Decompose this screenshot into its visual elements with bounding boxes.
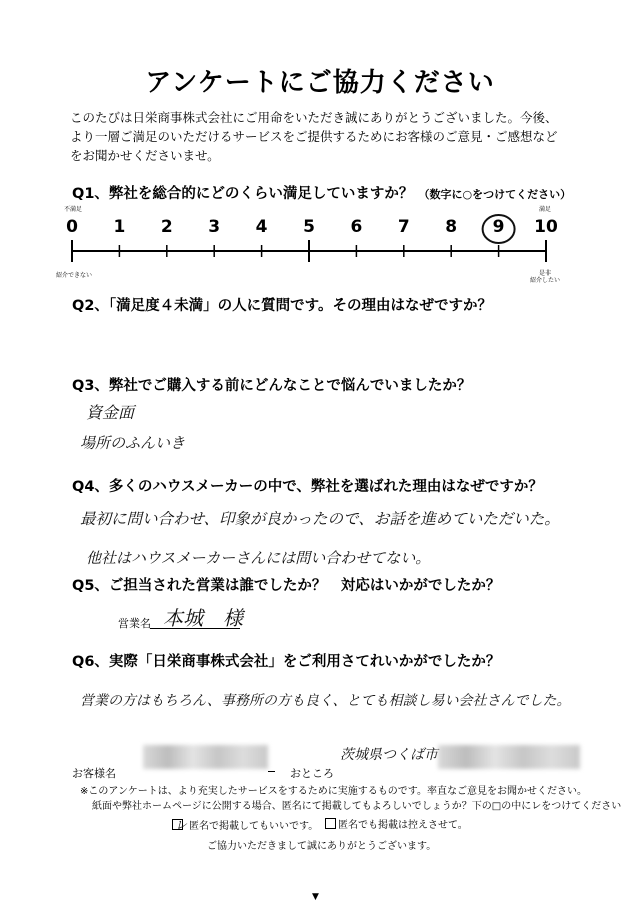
check-mark: レ	[175, 818, 188, 832]
option-label: 匿名で掲載してもいいです。	[189, 821, 319, 832]
scale-number[interactable]: 6	[350, 217, 363, 237]
q1-note: （数字に○をつけてください）	[418, 188, 572, 201]
checkbox[interactable]	[325, 818, 336, 829]
q4-answer: 最初に問い合わせ、印象が良かったので、お話を進めていただいた。	[80, 510, 560, 528]
q3-answer: 資金面	[86, 403, 135, 422]
q6-answer: 営業の方はもちろん、事務所の方も良く、とても相談し易い会社さんでした。	[80, 693, 571, 709]
scale-label-low-top: 不満足	[63, 206, 82, 213]
selected-score-circle	[483, 215, 515, 243]
scale-label-high-bottom	[522, 270, 568, 284]
q3-answer: 場所のふんいき	[80, 434, 186, 452]
intro-line: より一層ご満足のいただけるサービスをご提供するためにお客様のご意見・ご感想など	[70, 129, 558, 144]
scale-number[interactable]: 4	[255, 217, 268, 237]
scale-number[interactable]: 7	[397, 217, 410, 237]
footer-thanks: ご協力いただきまして誠にありがとうございます。	[207, 841, 437, 852]
sales-rep-label: 営業名	[118, 617, 151, 630]
intro-line: をお聞かせくださいませ。	[70, 148, 220, 163]
footer-publish-question: 紙面や弊社ホームページに公開する場合、匿名にて掲載してもよろしいでしょうか？下の□の中にレをつけてください	[92, 801, 622, 812]
scale-number[interactable]: 1	[113, 217, 126, 237]
page-marker-icon: ▼	[312, 892, 319, 902]
scale-number[interactable]: 10	[534, 217, 558, 237]
scale-number[interactable]: 8	[445, 217, 458, 237]
scale-number[interactable]: 2	[160, 217, 173, 237]
q2-question: Q2、「満足度４未満」の人に質問です。その理由はなぜですか？	[72, 298, 493, 314]
page-title: アンケートにご協力ください	[145, 68, 495, 98]
q4-question: Q4、多くのハウスメーカーの中で、弊社を選ばれた理由はなぜですか？	[72, 479, 543, 495]
sales-rep-name: 本城 様	[163, 606, 243, 630]
q6-question: Q6、実際「日栄商事株式会社」をご利用さてれいかがでしたか？	[72, 654, 501, 670]
customer-name-label: お客様名	[72, 767, 116, 780]
scale-number[interactable]: 5	[303, 217, 315, 237]
scale-label-high-bottom-line: 紹介したい	[529, 277, 560, 284]
q4-answer: 他社はハウスメーカーさんには問い合わせてない。	[86, 549, 431, 567]
sales-rep-underline	[150, 628, 240, 629]
customer-name-redacted	[143, 745, 268, 769]
customer-address-redacted	[438, 745, 580, 769]
footer-notice: ※このアンケートは、より充実したサービスをするために実施するものです。率直なご意見をお聞かせください。	[80, 786, 587, 797]
option-label: 匿名でも掲載は控えさせて。	[338, 820, 468, 831]
scale-label-high-bottom-line: 是非	[538, 270, 551, 277]
customer-name-underline	[268, 771, 275, 772]
q1-question-text: Q1、弊社を総合的にどのくらい満足していますか？	[72, 186, 414, 202]
intro-line: このたびは日栄商事株式会社にご用命をいただき誠にありがとうございました。今後、	[70, 110, 558, 125]
option-anonymous-decline	[325, 818, 468, 833]
scale-label-low-bottom: 紹介できない	[55, 272, 92, 279]
q3-question: Q3、弊社でご購入する前にどんなことで悩んでいましたか？	[72, 378, 472, 394]
scale-number[interactable]: 9	[492, 217, 505, 237]
scale-number[interactable]: 0	[66, 217, 78, 237]
scale-number[interactable]: 3	[208, 217, 221, 237]
customer-address-value: 茨城県つくば市	[340, 747, 438, 763]
customer-address-label: おところ	[290, 767, 334, 780]
scale-label-high-top: 満足	[538, 206, 551, 213]
option-anonymous-ok	[172, 818, 318, 834]
q5-question: Q5、ご担当された営業は誰でしたか？ 対応はいかがでしたか？	[72, 578, 501, 594]
